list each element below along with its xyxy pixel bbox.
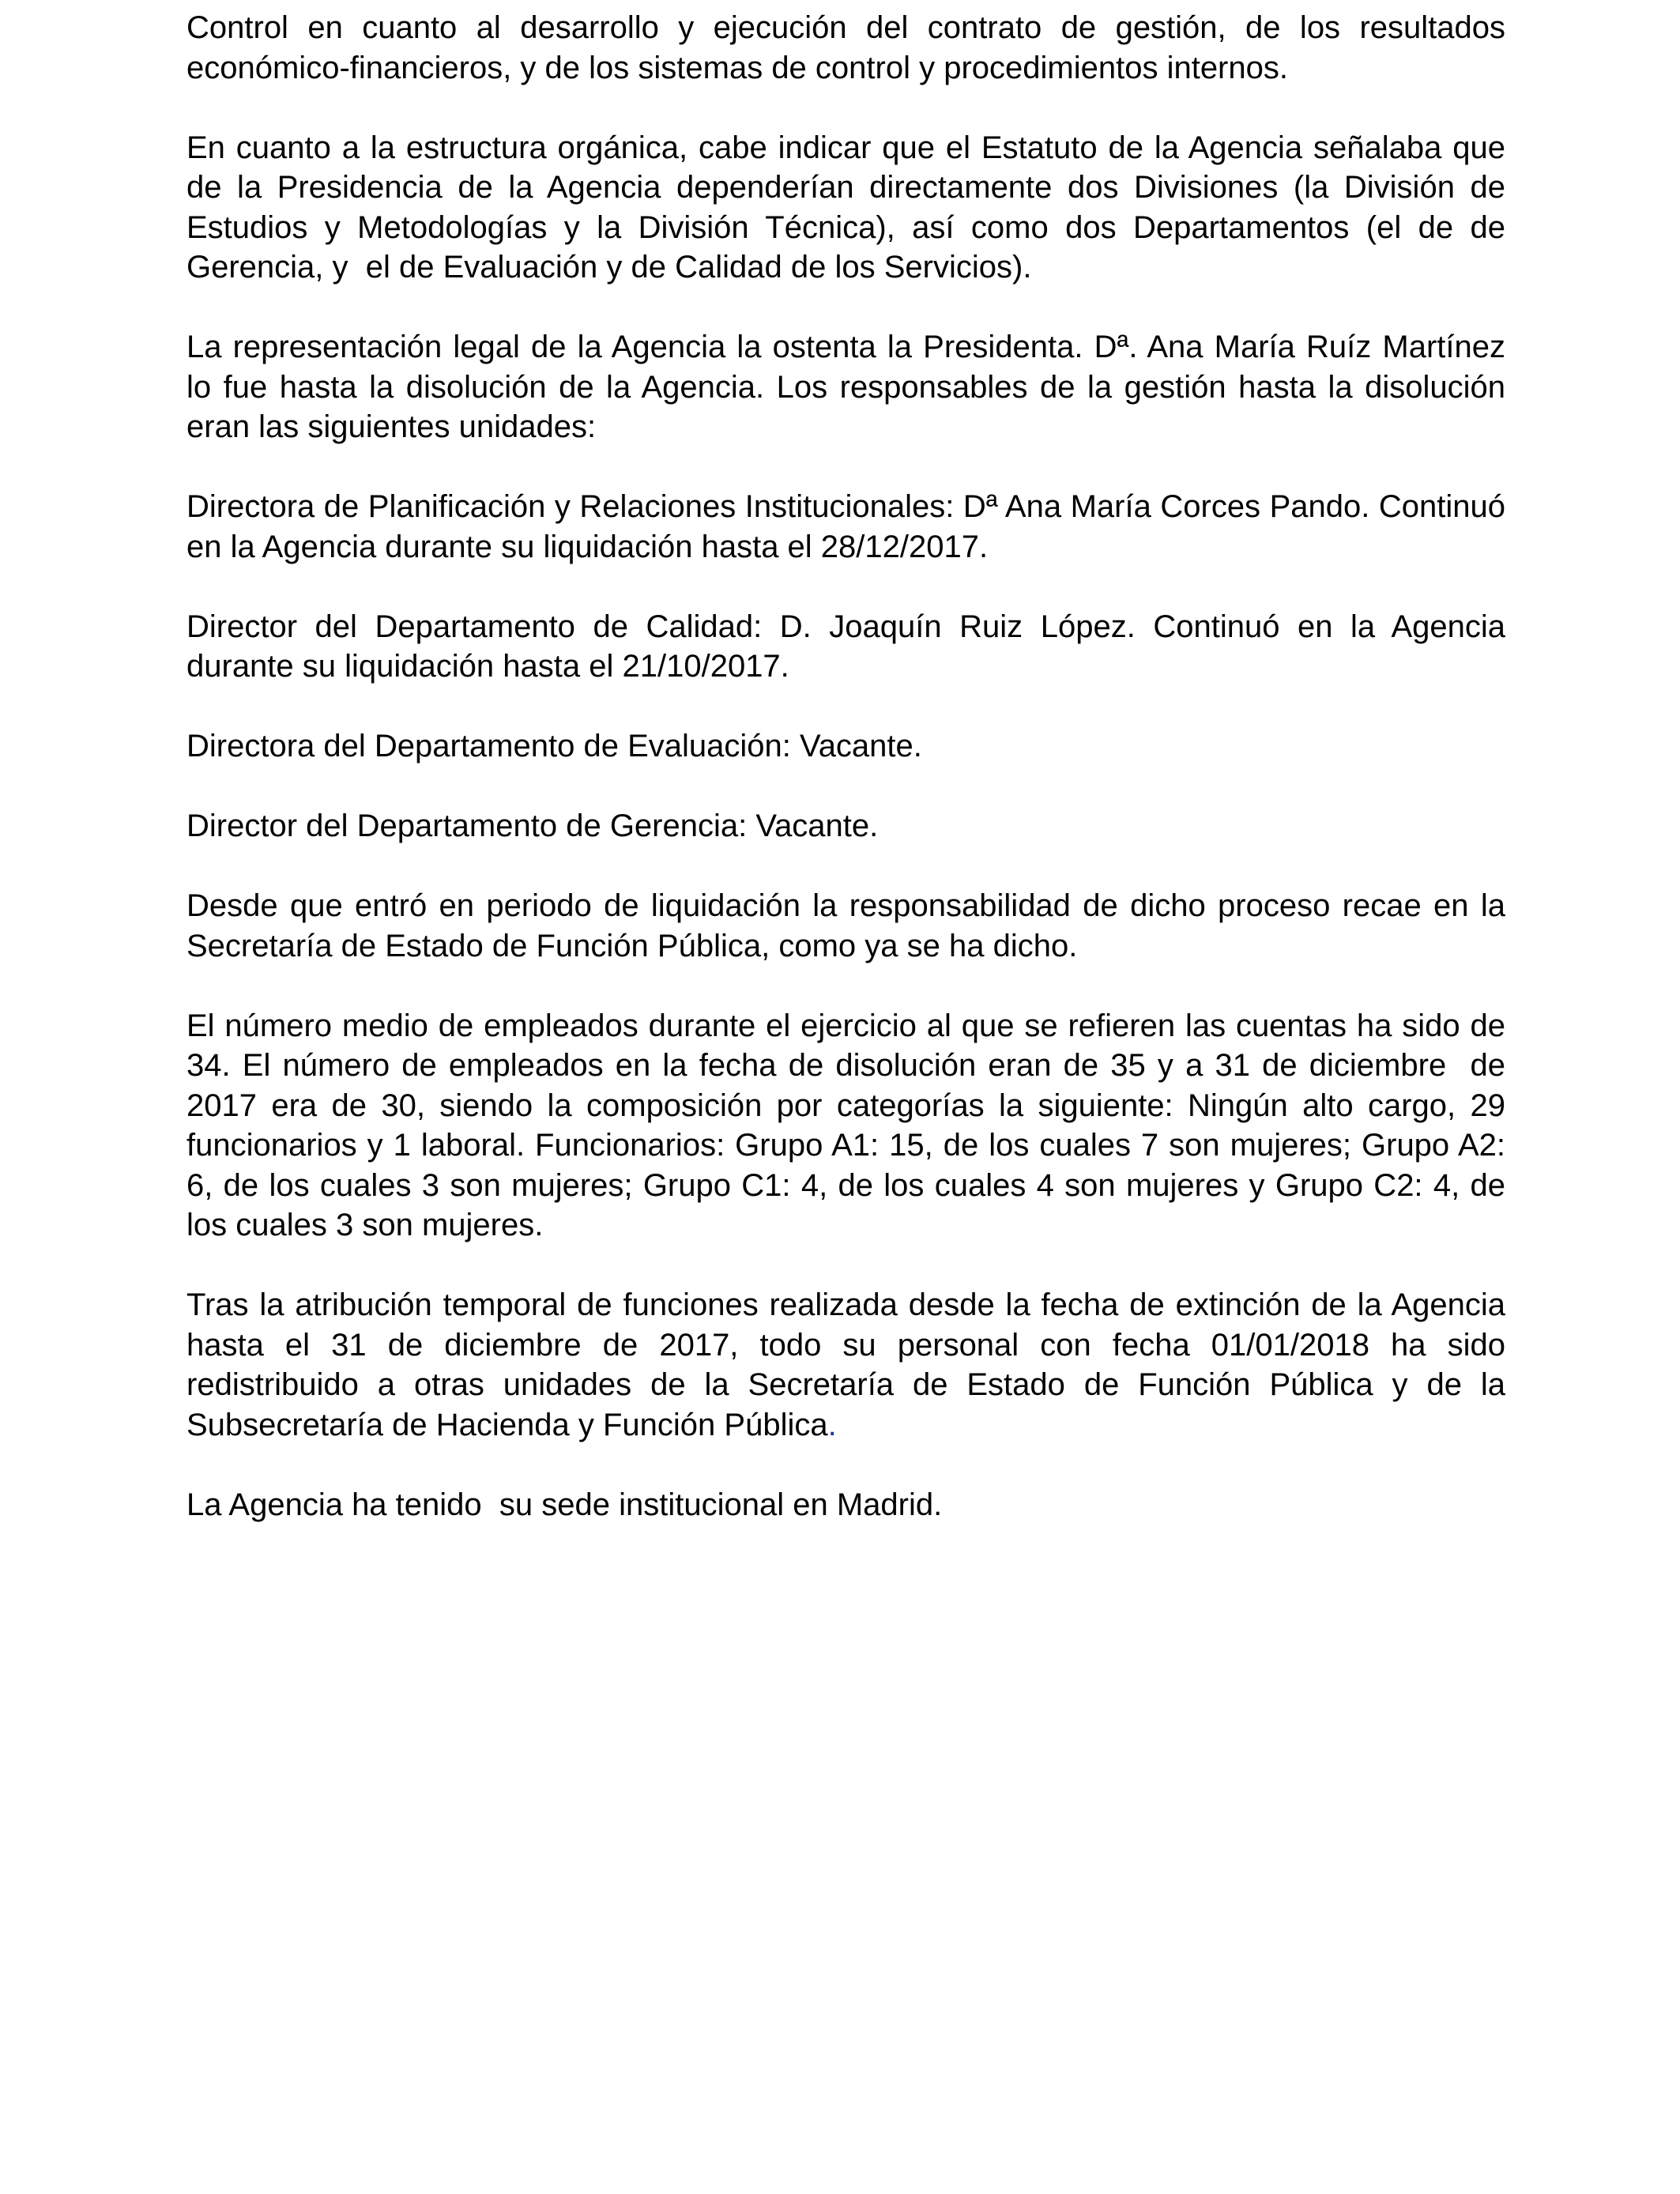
- paragraph-redistribucion: [186, 1285, 1515, 1445]
- paragraph-directora-planificacion: Directora de Planificación y Relaciones Institucionales: Dª Ana María Corces Pando. Continuó en la Agencia durante su liquidación hasta el 28/12/2017.: [186, 489, 1515, 564]
- paragraph-redistribucion-text: Tras la atribución temporal de funciones realizada desde la fecha de extinción de la Agencia hasta el 31 de diciembre de 2017, todo su personal con fecha 01/01/2018 ha sido redistribuido a otras unidades de la Secretaría de Estado de Función Pública y de la Subsecretaría de Hacienda y Función Pública: [186, 1287, 1515, 1442]
- paragraph-control: Control en cuanto al desarrollo y ejecución del contrato de gestión, de los resultados económico-financieros, y de los sistemas de control y procedimientos internos.: [186, 10, 1515, 85]
- trailing-period: .: [827, 1407, 837, 1442]
- paragraph-director-calidad: Director del Departamento de Calidad: D. Joaquín Ruiz López. Continuó en la Agencia durante su liquidación hasta el 21/10/2017.: [186, 609, 1515, 684]
- paragraph-director-gerencia: Director del Departamento de Gerencia: Vacante.: [186, 809, 879, 843]
- paragraph-liquidacion: Desde que entró en periodo de liquidación la responsabilidad de dicho proceso recae en la Secretaría de Estado de Función Pública, como ya se ha dicho.: [186, 888, 1515, 963]
- paragraph-directora-evaluacion: Directora del Departamento de Evaluación: Vacante.: [186, 729, 922, 763]
- paragraph-empleados: El número medio de empleados durante el ejercicio al que se refieren las cuentas ha sido de 34. El número de empleados en la fecha de disolución eran de 35 y a 31 de diciembre de 2017 era de 30, siendo la composición por categorías la siguiente: Ningún alto cargo, 29 funcionarios y 1 laboral. Funcionarios: Grupo A1: 15, de los cuales 7 son mujeres; Grupo A2: 6, de los cuales 3 son mujeres; Grupo C1: 4, de los cuales 4 son mujeres y Grupo C2: 4, de los cuales 3 son mujeres.: [186, 1008, 1515, 1242]
- document-body: [186, 8, 1515, 1565]
- paragraph-sede: La Agencia ha tenido su sede institucional en Madrid.: [186, 1487, 943, 1522]
- paragraph-representacion-legal: La representación legal de la Agencia la ostenta la Presidenta. Dª. Ana María Ruíz Martínez lo fue hasta la disolución de la Agencia. Los responsables de la gestión hasta la disolución eran las siguientes unidades:: [186, 330, 1515, 444]
- paragraph-estructura-organica: En cuanto a la estructura orgánica, cabe indicar que el Estatuto de la Agencia señalaba que de la Presidencia de la Agencia dependerían directamente dos Divisiones (la División de Estudios y Metodologías y la División Técnica), así como dos Departamentos (el de de Gerencia, y el de Evaluación y de Calidad de los Servicios).: [186, 130, 1515, 285]
